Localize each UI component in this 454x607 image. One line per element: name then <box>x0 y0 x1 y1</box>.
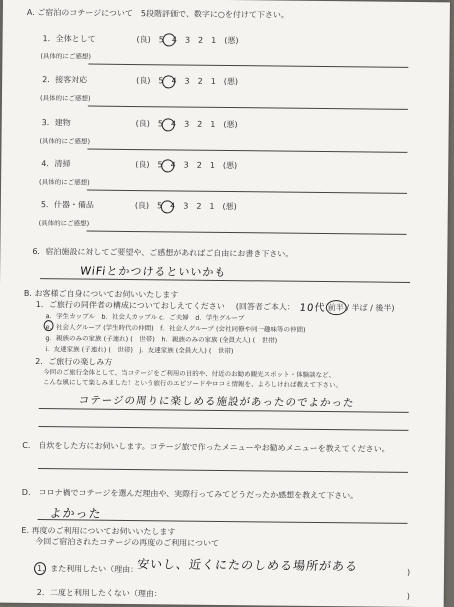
rating-scale: (良) 5 4 3 2 1 (悪) <box>136 35 239 46</box>
section-d-title: D. コロナ禍でコテージを選んだ理由や、実際行ってみてどうだったか感想を教えて下さい。 <box>21 487 359 501</box>
b-q2-desc-2: こんな風にして楽しみました！という旅行のエピソードやロコミ情報を、よろしければ教えて下さい。 <box>42 378 343 390</box>
answer-line <box>87 149 407 153</box>
section-e-subtitle: 今回ご宿泊されたコテージの再度のご利用について <box>35 537 220 548</box>
answer-line <box>38 468 408 473</box>
rating-item-label: 4．清掃 <box>41 159 71 169</box>
companion-options-2: e．社会人グループ (学生時代の仲間) f．社会人グループ (会社同僚や同一趣味等の仲間) <box>45 323 306 334</box>
answer-line <box>88 106 408 110</box>
detail-label: (具体的にご感想) <box>39 137 91 146</box>
rating-item-label: 1．全体として <box>42 34 96 44</box>
q6-title: 6．宿泊施設に対してご要望や、ご感想があればご自由にお書き下さい。 <box>32 246 294 259</box>
rating-scale: (良) 5 4 3 2 1 (悪) <box>135 119 238 130</box>
age-label: (回答者ご本人： <box>235 302 295 312</box>
rating-scale: (良) 5 4 3 2 1 (悪) <box>134 201 237 212</box>
rating-scale: (良) 5 4 3 2 1 (悪) <box>135 160 238 171</box>
reuse-option-2: 2．二度と利用したくない（理由： <box>36 588 162 599</box>
section-a-title: A. ご宿泊のコテージについて 5段階評価で、数字に○を付けて下さい。 <box>26 7 289 20</box>
answer-line <box>39 426 409 431</box>
companion-options-1: a．学生カップル b．社会人カップル c．ご夫婦 d．学生グループ <box>45 312 245 323</box>
rating-item-label: 5．什器・備品 <box>40 200 94 210</box>
section-d-handwritten-answer: よかった <box>48 506 103 521</box>
reuse-selected-circle <box>34 562 46 575</box>
detail-label: (具体的にご感想) <box>39 94 91 103</box>
answer-line <box>87 190 407 194</box>
age-options: 前半 / 半ば / 後半) <box>327 303 395 313</box>
rating-scale: (良) 5 4 3 2 1 (悪) <box>136 76 239 87</box>
b-q2: 2．ご旅行の楽しみ方 <box>35 357 113 367</box>
rating-item-label: 2．接客対応 <box>42 75 88 85</box>
detail-label: (具体的にご感想) <box>38 219 90 228</box>
section-e-title: E. 再度のご利用についてお伺いいたします <box>21 525 176 537</box>
companion-selected-circle <box>44 320 54 331</box>
selected-rating-circle <box>161 200 174 213</box>
age-selected-circle <box>326 300 347 315</box>
b-q2-handwritten-answer: コテージの周りに楽しめる施設があったのでよかった <box>78 394 356 410</box>
section-b-title: B. お客様ご自身についてお伺いいたします <box>23 288 179 300</box>
answer-line <box>87 231 407 235</box>
age-handwritten: 10代 <box>298 302 326 315</box>
selected-rating-circle <box>162 118 175 131</box>
reuse-option-2-close: ) <box>406 591 410 601</box>
reuse-option-1: 1．また利用したい（理由： <box>36 564 139 575</box>
selected-rating-circle <box>163 33 176 46</box>
rating-item-label: 3．建物 <box>41 118 71 128</box>
b-q2-desc-1: 今回のご旅行全体として、当コテージをご利用の目的や、付近のお勧め観光スポット・体験談など、 <box>43 368 336 380</box>
detail-label: (具体的にご感想) <box>40 52 92 61</box>
answer-line <box>88 64 408 68</box>
section-c-title: C. 自炊をした方にお伺いします。コテージ旅で作ったメニューやお勧めメニューを教えてください。 <box>22 440 390 454</box>
reuse-option-1-close: ) <box>406 567 411 577</box>
selected-rating-circle <box>162 75 175 88</box>
selected-rating-circle <box>161 159 174 172</box>
b-q1: 1．ご旅行の同伴者の構成についておしえてください <box>35 300 225 311</box>
detail-label: (具体的にご感想) <box>39 178 90 187</box>
companion-options-4: i．友達家族 (子連れ) ( 世帯) j．友達家族 (全員大人) ( 世帯) <box>45 345 234 356</box>
companion-options-3: g．親族のみの家族 (子連れ) ( 世帯) h．親族のみの家族 (全員大人) ( 世帯) <box>45 334 278 345</box>
q6-handwritten-answer: WiFiとかつけるといいかも <box>79 264 228 280</box>
reuse-handwritten-reason: 安いし、近くにたのしめる場所がある <box>136 557 359 574</box>
